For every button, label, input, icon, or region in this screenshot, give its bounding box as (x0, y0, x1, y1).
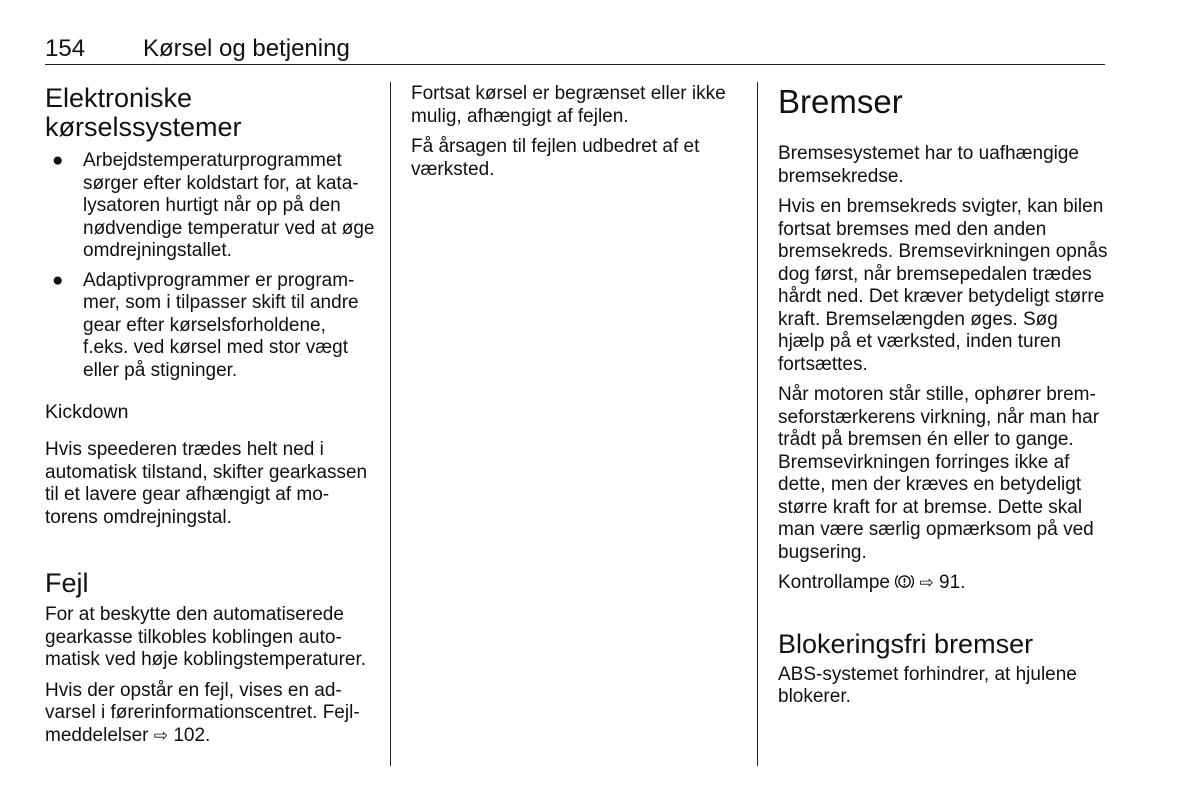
arrow-right-icon: ⇨ (919, 573, 934, 592)
list-item-text: Arbejdstemperaturprogrammet sørger efter koldstart for, at katalysatoren hurtigt når op på den nødvendige temperatur ved at øge omdrejningstallet. (83, 150, 375, 261)
subheading-kickdown: Kickdown (45, 401, 129, 423)
control-lamp-label: Kontrollampe (778, 572, 890, 593)
column-middle (411, 83, 741, 189)
paragraph-fejl-2-text: Hvis der opstår en fejl, vises en advarsel i førerinformationscentret. Fejlmeddelelser (45, 679, 360, 746)
section-heading-electronic-systems: Elektroniske kørselssystemer (45, 83, 242, 142)
column-right (778, 81, 1108, 717)
brake-warning-lamp-icon (895, 573, 914, 590)
bullet-icon: ● (52, 269, 64, 291)
paragraph-fejl-1: For at beskytte den automatiserede gearkasse tilkobles koblingen automatisk ved høje koblingstemperaturer. (45, 604, 367, 670)
paragraph-brake-circuit-failure: Hvis en bremsekreds svigter, kan bilen fortsat bremses med den anden bremsekreds. Bremsevirkningen opnås dog først, når bremsepedalen trædes hårdt ned. Det kræver betydeligt større kraft. Bremselængden øges. Søg hjælp på et værksted, inden turen fortsættes. (778, 196, 1108, 375)
paragraph-workshop: Få årsagen til fejlen udbedret af et værksted. (411, 136, 700, 180)
paragraph-continued-driving: Fortsat kørsel er begrænset eller ikke mulig, afhængigt af fejlen. (411, 83, 726, 127)
column-divider-right (757, 82, 758, 766)
list-item-text: Adaptivprogrammer er programmer, som i tilpasser skift til andre gear efter kørselsforholdene, f.eks. ved kørsel med stor vægt eller på stigninger. (83, 269, 359, 381)
paragraph-abs: ABS-systemet forhindrer, at hjulene blokerer. (778, 663, 1077, 707)
header-rule (45, 64, 1105, 65)
paragraph-control-lamp (778, 572, 1108, 595)
paragraph-kickdown: Hvis speederen trædes helt ned i automatisk tilstand, skifter gearkassen til et lavere gear afhængigt af motorens omdrejningstal. (45, 439, 368, 528)
cross-reference-link[interactable] (920, 572, 966, 593)
arrow-right-icon: ⇨ (153, 725, 169, 745)
column-left (45, 80, 375, 755)
page-number: 154 (45, 35, 86, 62)
column-divider-left (390, 82, 391, 766)
bullet-list (45, 150, 375, 382)
paragraph-fejl-2 (45, 680, 375, 748)
list-item (45, 150, 375, 263)
cross-reference-link[interactable] (154, 725, 211, 746)
running-title: Kørsel og betjening (143, 35, 350, 62)
section-heading-abs: Blokeringsfri bremser (778, 628, 1034, 659)
section-heading-fejl: Fejl (45, 568, 89, 598)
chapter-heading-bremser: Bremser (778, 83, 903, 120)
paragraph-engine-off: Når motoren står stille, ophører bremseforstærkerens virkning, når man har trådt på bremsen én eller to gange. Bremsevirkningen forringes ikke af dette, men der kræves en betydeligt større kraft for at bremse. Dette skal man være særlig opmærksom på ved bugsering. (778, 384, 1100, 563)
list-item (45, 270, 375, 383)
page-reference: 102. (173, 724, 211, 746)
page-reference: 91. (939, 572, 966, 593)
paragraph-brake-system: Bremsesystemet har to uafhængige bremsekredse. (778, 143, 1079, 187)
bullet-icon: ● (52, 150, 64, 171)
page-header (45, 35, 1105, 65)
